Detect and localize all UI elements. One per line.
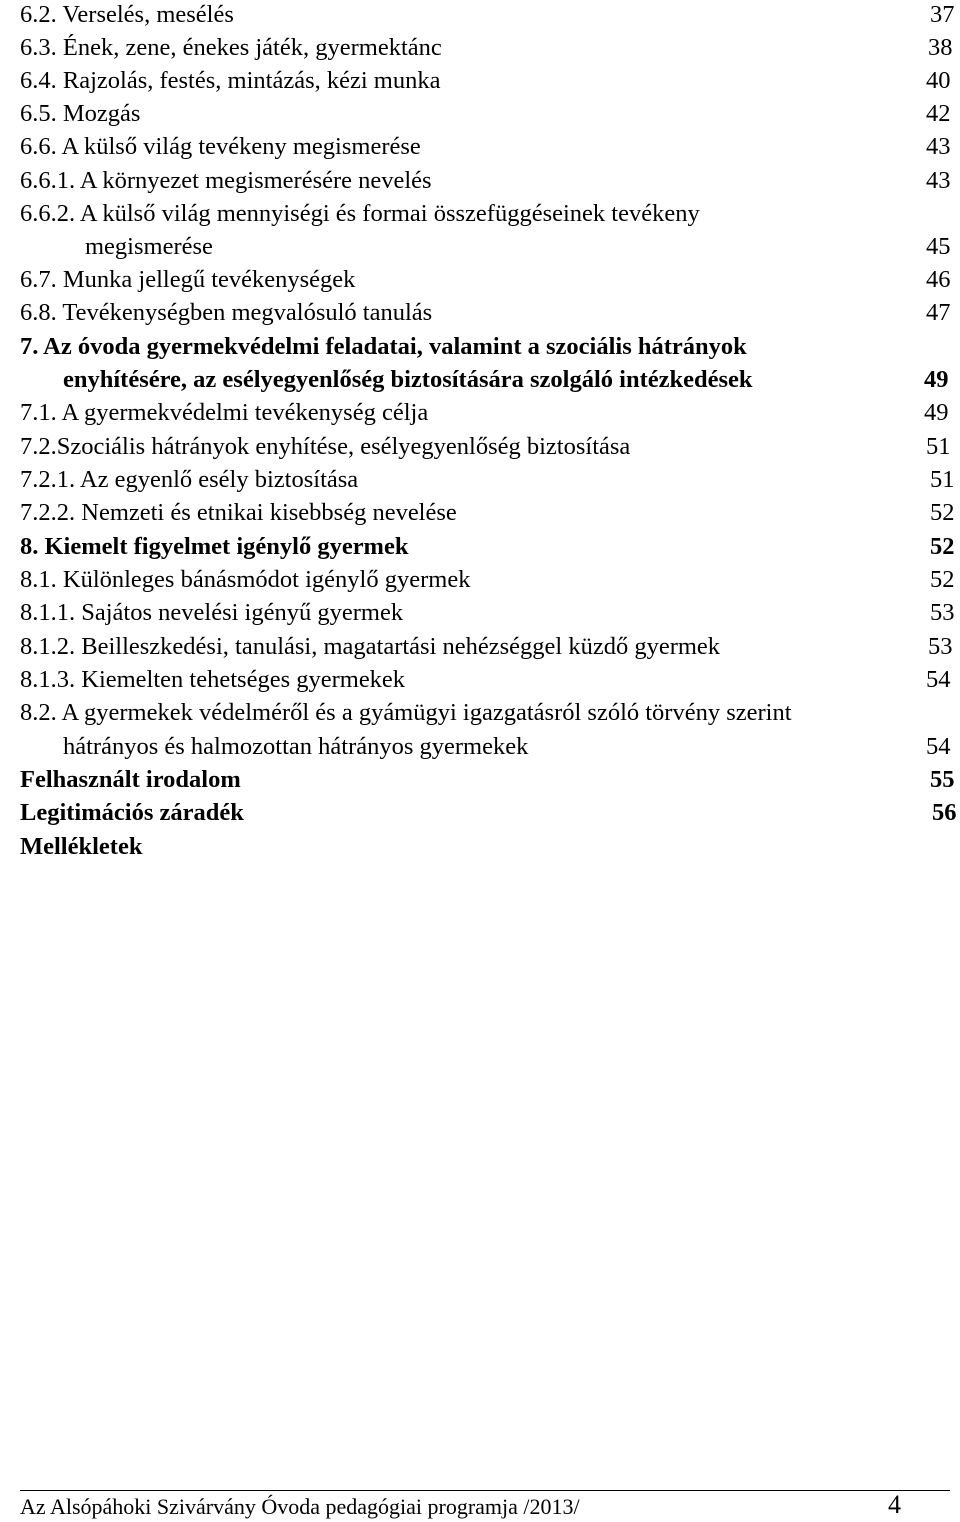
toc-entry-page: 49: [924, 366, 949, 393]
toc-entry-page: 54: [926, 733, 951, 760]
toc-entry-title: 6.6.2. A külső világ mennyiségi és formai összefüggéseinek tevékeny: [20, 200, 700, 227]
toc-entry-page: 38: [928, 34, 953, 61]
toc-entry-title: 6.6. A külső világ tevékeny megismerése: [20, 133, 421, 160]
toc-entry-title: 8.1.1. Sajátos nevelési igényű gyermek: [20, 599, 404, 626]
toc-entry-title: enyhítésére, az esélyegyenlőség biztosítására szolgáló intézkedések: [63, 366, 753, 393]
toc-entry-title: 6.4. Rajzolás, festés, mintázás, kézi munka: [20, 67, 441, 94]
footer-document-title: Az Alsópáhoki Szivárvány Óvoda pedagógiai programja /2013/: [20, 1494, 580, 1519]
toc-entry-page: 43: [926, 167, 951, 194]
toc-entry-page: 54: [926, 666, 951, 693]
toc-entry-title: Mellékletek: [20, 833, 143, 860]
toc-entry-title: 6.7. Munka jellegű tevékenységek: [20, 266, 356, 293]
toc-entry-page: 45: [926, 233, 951, 260]
toc-entry-title: 7.2.2. Nemzeti és etnikai kisebbség nevelése: [20, 499, 457, 526]
toc-entry-page: 52: [930, 499, 955, 526]
toc-entry-title: 6.8. Tevékenységben megvalósuló tanulás: [20, 299, 433, 326]
toc-entry-title: 8.1. Különleges bánásmódot igénylő gyermek: [20, 566, 471, 593]
toc-entry-page: 42: [926, 100, 951, 127]
toc-entry-title: Felhasznált irodalom: [20, 766, 241, 793]
toc-entry-title: 6.6.1. A környezet megismerésére nevelés: [20, 167, 432, 194]
toc-entry-title: 6.5. Mozgás: [20, 100, 141, 127]
footer-divider: [20, 1490, 950, 1491]
toc-entry-page: 56: [932, 799, 957, 826]
toc-entry-page: 52: [930, 533, 955, 560]
toc-entry-title: hátrányos és halmozottan hátrányos gyermekek: [63, 733, 529, 760]
toc-entry-title: 7. Az óvoda gyermekvédelmi feladatai, valamint a szociális hátrányok: [20, 333, 747, 360]
toc-entry-title: 6.2. Verselés, mesélés: [20, 1, 234, 28]
toc-entry-page: 43: [926, 133, 951, 160]
toc-entry-page: 51: [930, 466, 955, 493]
toc-entry-title: 7.1. A gyermekvédelmi tevékenység célja: [20, 399, 429, 426]
toc-entry-title: 8. Kiemelt figyelmet igénylő gyermek: [20, 533, 409, 560]
toc-entry-title: 8.1.2. Beilleszkedési, tanulási, magatartási nehézséggel küzdő gyermek: [20, 633, 721, 660]
toc-entry-title: 6.3. Ének, zene, énekes játék, gyermektánc: [20, 34, 442, 61]
toc-entry-title: 8.1.3. Kiemelten tehetséges gyermekek: [20, 666, 406, 693]
toc-entry-page: 52: [930, 566, 955, 593]
toc-entry-page: 55: [930, 766, 955, 793]
footer-page-number: 4: [888, 1490, 901, 1519]
toc-entry-page: 40: [926, 67, 951, 94]
toc-entry-page: 53: [930, 599, 955, 626]
toc-entry-title: 8.2. A gyermekek védelméről és a gyámügyi igazgatásról szóló törvény szerint: [20, 699, 792, 726]
toc-entry-page: 53: [928, 633, 953, 660]
toc-entry-title: 7.2.Szociális hátrányok enyhítése, esélyegyenlőség biztosítása: [20, 433, 631, 460]
toc-entry-page: 37: [930, 1, 955, 28]
toc-entry-title: megismerése: [85, 233, 213, 260]
toc-entry-page: 51: [926, 433, 951, 460]
toc-entry-page: 47: [926, 299, 951, 326]
toc-entry-page: 49: [924, 399, 949, 426]
toc-entry-title: 7.2.1. Az egyenlő esély biztosítása: [20, 466, 359, 493]
toc-entry-page: 46: [926, 266, 951, 293]
toc-entry-title: Legitimációs záradék: [20, 799, 244, 826]
